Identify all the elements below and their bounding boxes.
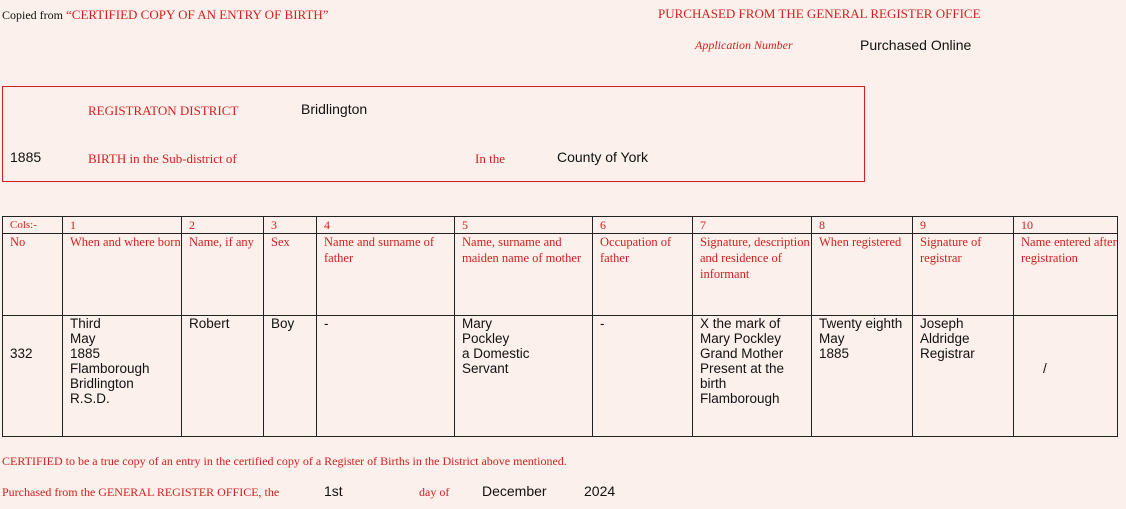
- header-sex: Sex: [264, 234, 317, 316]
- application-number-value: Purchased Online: [860, 37, 972, 53]
- column-number-row: [3, 217, 1118, 234]
- col-number: 8: [812, 217, 913, 234]
- header-when-registered: When registered: [812, 234, 913, 316]
- col-number: 6: [593, 217, 693, 234]
- copied-from-line: [2, 7, 329, 23]
- registration-district-label: REGISTRATON DISTRICT: [88, 103, 239, 118]
- registration-district-value: Bridlington: [301, 101, 368, 117]
- header-occupation: Occupation of father: [593, 234, 693, 316]
- entry-mother: Mary Pockley a Domestic Servant: [455, 316, 593, 437]
- certified-statement: CERTIFIED to be a true copy of an entry in the certified copy of a Register of Births in the District above mentioned.: [2, 454, 567, 468]
- entry-when-where-born: Third May 1885 Flamborough Bridlington R.S.D.: [63, 316, 182, 437]
- purchase-day: 1st: [324, 483, 343, 499]
- header-name-after: Name entered after registration: [1014, 234, 1118, 316]
- purchase-year: 2024: [584, 483, 616, 499]
- header-name: Name, if any: [182, 234, 264, 316]
- header-father: Name and surname of father: [317, 234, 455, 316]
- col-number: 9: [913, 217, 1014, 234]
- header-no: No: [3, 234, 63, 316]
- purchased-from-line: Purchased from the GENERAL REGISTER OFFICE, the: [2, 485, 280, 499]
- entry-name-after: /: [1014, 316, 1118, 437]
- entry-occupation: -: [593, 316, 693, 437]
- day-of-label: day of: [419, 485, 450, 499]
- entry-when-registered: Twenty eighth May 1885: [812, 316, 913, 437]
- application-number-label: Application Number: [695, 38, 793, 52]
- header-informant: Signature, description and residence of informant: [693, 234, 812, 316]
- copied-from-prefix: Copied from: [2, 8, 63, 22]
- subdistrict-label: BIRTH in the Sub-district of: [88, 151, 237, 166]
- district-box: [2, 86, 865, 182]
- col-number: 3: [264, 217, 317, 234]
- entry-sex: Boy: [264, 316, 317, 437]
- header-when-where-born: When and where born: [63, 234, 182, 316]
- in-the-label: In the: [475, 151, 505, 166]
- col-number: 5: [455, 217, 593, 234]
- cols-label: Cols:-: [3, 217, 63, 234]
- register-table: [2, 216, 1118, 437]
- entry-father: -: [317, 316, 455, 437]
- table-row: [3, 316, 1118, 437]
- entry-informant: X the mark of Mary Pockley Grand Mother Present at the birth Flamborough: [693, 316, 812, 437]
- purchase-month: December: [482, 483, 547, 499]
- entry-name: Robert: [182, 316, 264, 437]
- col-number: 2: [182, 217, 264, 234]
- county-value: County of York: [557, 149, 649, 165]
- entry-registrar: Joseph Aldridge Registrar: [913, 316, 1014, 437]
- purchased-from-heading: PURCHASED FROM THE GENERAL REGISTER OFFICE: [658, 6, 981, 21]
- copied-from-title: “CERTIFIED COPY OF AN ENTRY OF BIRTH”: [66, 7, 329, 22]
- column-header-row: [3, 234, 1118, 316]
- header-mother: Name, surname and maiden name of mother: [455, 234, 593, 316]
- header-registrar: Signature of registrar: [913, 234, 1014, 316]
- entry-number: 332: [3, 316, 63, 437]
- col-number: 7: [693, 217, 812, 234]
- col-number: 1: [63, 217, 182, 234]
- col-number: 4: [317, 217, 455, 234]
- registration-year: 1885: [10, 149, 42, 165]
- col-number: 10: [1014, 217, 1118, 234]
